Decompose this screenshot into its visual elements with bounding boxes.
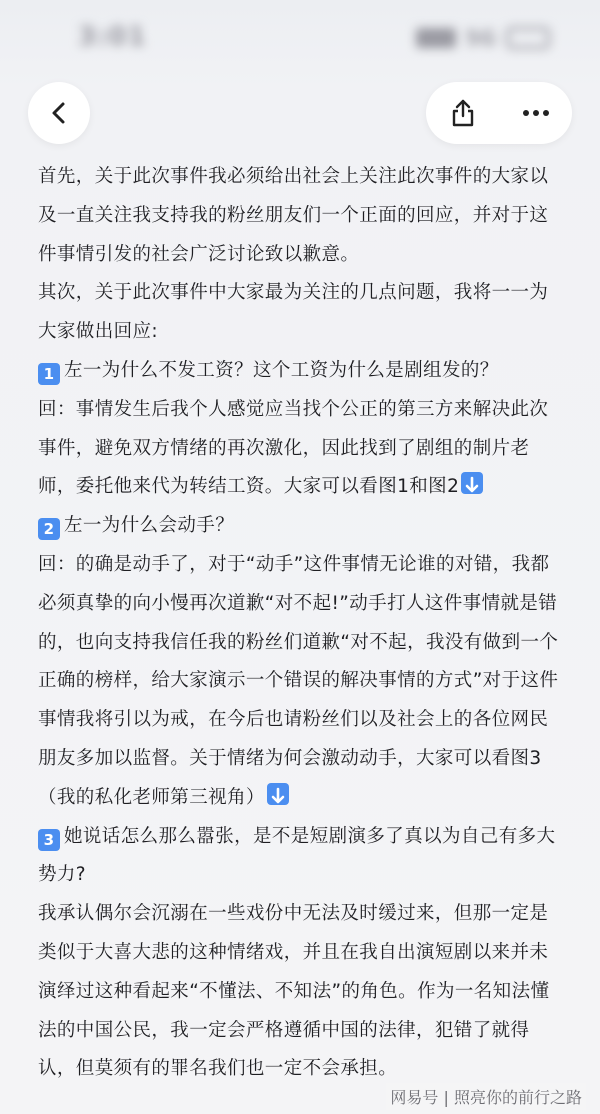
question-paragraph (38, 818, 566, 896)
nav-bar (0, 82, 600, 146)
paragraph-text: 首先，关于此次事件我必须给出社会上关注此次事件的大家以及一直关注我支持我的粉丝朋友们一个正面的回应，并对于这件事情引发的社会广泛讨论致以歉意。 (38, 166, 549, 265)
more-dots-icon (522, 109, 550, 117)
paragraph-text: 回：事情发生后我个人感觉应当找个公正的第三方来解决此次事件，避免双方情绪的再次激化，因此找到了剧组的制片老师，委托他来代为转结工资。大家可以看图1和图2 (38, 398, 549, 498)
more-button[interactable] (511, 88, 561, 138)
chevron-left-icon (46, 100, 72, 126)
battery-icon (506, 27, 550, 49)
network-label-blurred: 5G (465, 26, 496, 50)
signal-icon (416, 28, 456, 48)
status-time-blurred: 3:01 (78, 22, 147, 52)
status-icons-blurred (416, 26, 550, 50)
share-icon (449, 98, 477, 128)
article-paragraph (38, 546, 566, 818)
paragraph-text: 其次，关于此次事件中大家最为关注的几点问题，我将一一为大家做出回应: (38, 282, 549, 343)
share-button[interactable] (438, 88, 488, 138)
article-body (38, 158, 566, 1089)
watermark: 网易号 | 照亮你的前行之路 (386, 1083, 586, 1110)
article-paragraph (38, 274, 566, 352)
back-button[interactable] (28, 82, 90, 144)
paragraph-text: 她说话怎么那么嚣张，是不是短剧演多了真以为自己有多大势力? (38, 825, 556, 886)
status-bar (0, 0, 600, 80)
question-paragraph (38, 352, 566, 391)
article-paragraph (38, 158, 566, 274)
paragraph-text: 我承认偶尔会沉溺在一些戏份中无法及时缓过来，但那一定是类似于大喜大悲的这种情绪戏，并且在我自出演短剧以来并未演绎过这种看起来“不懂法、不知法”的角色。作为一名知法懂法的中国公民，我一定会严格遵循中国的法律，犯错了就得认，但莫须有的罪名我们也一定不会承担。 (38, 903, 550, 1080)
paragraph-text: 回：的确是动手了，对于“动手”这件事情无论谁的对错，我都必须真挚的向小慢再次道歉“对不起!”动手打人这件事情就是错的，也向支持我信任我的粉丝们道歉“对不起，我没有做到一个正确的榜样，给大家演示一个错误的解决事情的方式”对于这件事情我将引以为戒，在今后也请粉丝们以及社会上的各位网民朋友多加以监督。关于情绪为何会激动动手，大家可以看图3（我的私化老师第三视角） (38, 553, 559, 808)
paragraph-text: 左一为什么不发工资？这个工资为什么是剧组发的？ (64, 359, 499, 381)
article-paragraph (38, 895, 566, 1089)
number-badge-icon: 1 (38, 363, 60, 385)
paragraph-text: 左一为什么会动手？ (64, 515, 235, 537)
question-paragraph (38, 507, 566, 546)
action-pill (426, 82, 572, 144)
number-badge-icon: 2 (38, 518, 60, 540)
down-arrow-icon (267, 783, 289, 805)
number-badge-icon: 3 (38, 829, 60, 851)
down-arrow-icon (461, 472, 483, 494)
article-paragraph (38, 391, 566, 507)
